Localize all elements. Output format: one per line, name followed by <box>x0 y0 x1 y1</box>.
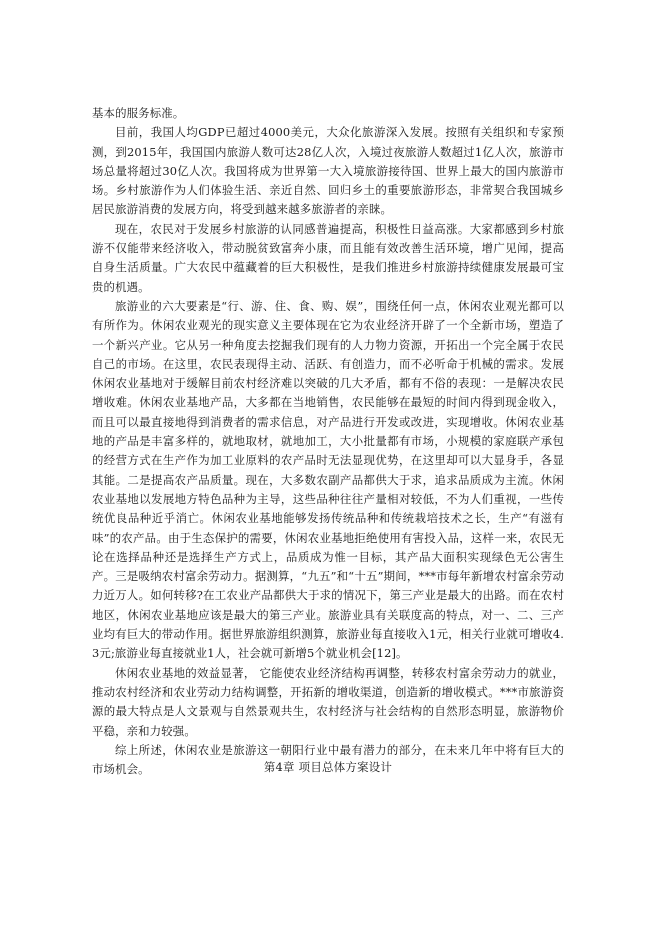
paragraph-conclusion: 综上所述，休闲农业是旅游这一朝阳行业中最有潜力的部分，在未来几年中将有巨大的市场机会。 <box>92 742 564 777</box>
paragraph-tourism-elements: 旅游业的六大要素是“行、游、住、食、购、娱”，围绕任何一点，休闲农业观光都可以有所作为。休闲农业观光的现实意义主要体现在它为农业经济开辟了一个全新市场，塑造了一个新兴产业。它从另一种角度去挖掘我们现有的人力物力资源，开拓出一个完全属于农民自己的市场。在这里，农民表现得主动、活跃、有创造力，而不必听命于机械的需求。发展休闲农业基地对于缓解目前农村经济难以突破的几大矛盾，都有不俗的表现：一是解决农民增收难。休闲农业基地产品，大多都在当地销售，农民能够在最短的时间内得到现金收入，而且可以最直接地得到消费者的需求信息，对产品进行开发或改进，实现增收。休闲农业基地的产品是丰富多样的，就地取材，就地加工，大小批量都有市场，小规模的家庭联产承包的经营方式在生产作为加工业原料的农产品时无法显现优势，在这里却可以大显身手，各显其能。二是提高农产品质量。现在，大多数农副产品都供大于求，追求品质成为主流。休闲农业基地以发展地方特色品种为主导，这些品种往往产量相对较低，不为人们重视，一些传统优良品种近乎消亡。休闲农业基地能够发扬传统品种和传统栽培技术之长，生产“有滋有味”的农产品。由于生态保护的需要，休闲农业基地拒绝使用有害投入品，这样一来，农民无论在选择品种还是选择生产方式上，品质成为惟一目标，其产品大面积实现绿色无公害生产。三是吸纳农村富余劳动力。据测算，“九五”和“十五”期间，***市每年新增农村富余劳动力近万人。如何转移?在工农业产品都供大于求的情况下，第三产业是最大的出路。而在农村地区，休闲农业基地应该是最大的第三产业。旅游业具有关联度高的特点，对一、二、三产业均有巨大的带动作用。据世界旅游组织测算，旅游业每直接收入1元，相关行业就可增收4.3元;旅游业每直接就业1人，社会就可新增5个就业机会[12]。 <box>92 298 564 661</box>
body-text <box>92 104 564 779</box>
paragraph-benefits: 休闲农业基地的效益显著， 它能使农业经济结构再调整，转移农村富余劳动力的就业，推动农村经济和农业劳动力结构调整，开拓新的增收渠道，创造新的增收模式。***市旅游资源的最大特点是人文景观与自然景观共生，农村经济与社会结构的自然形态明显，旅游物价平稳，亲和力较强。 <box>92 665 564 738</box>
chapter-heading: 第4章 项目总体方案设计 <box>263 760 393 774</box>
paragraph-farmer-enthusiasm: 现在，农民对于发展乡村旅游的认同感普遍提高，积极性日益高涨。大家都感到乡村旅游不仅能带来经济收入，带动脱贫致富奔小康，而且能有效改善生活环境，增广见闻，提高自身生活质量。广大农民中蕴藏着的巨大积极性，是我们推进乡村旅游持续健康发展最可宝贵的机遇。 <box>92 221 564 294</box>
paragraph-continuation: 基本的服务标准。 <box>92 106 185 120</box>
paragraph-market-outlook: 目前，我国人均GDP已超过4000美元，大众化旅游深入发展。按照有关组织和专家预测，到2015年，我国国内旅游人数可达28亿人次，入境过夜旅游人数超过1亿人次，旅游市场总量将超过30亿人次。我国将成为世界第一大入境旅游接待国、世界上最大的国内旅游市场。乡村旅游作为人们体验生活、亲近自然、回归乡土的重要旅游形态，非常契合我国城乡居民旅游消费的发展方向，将受到越来越多旅游者的亲睐。 <box>92 125 564 217</box>
